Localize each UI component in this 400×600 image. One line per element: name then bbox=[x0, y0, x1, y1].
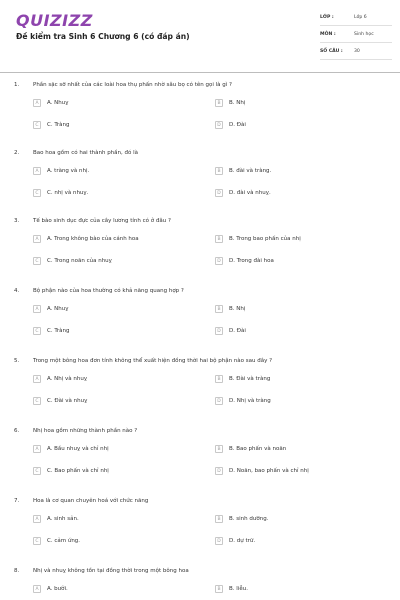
option-letter-box: A bbox=[33, 585, 41, 593]
option-text: B. liễu. bbox=[229, 586, 248, 592]
answer-option-b[interactable] bbox=[215, 166, 271, 176]
option-letter-box: D bbox=[215, 467, 223, 475]
answer-option-d[interactable] bbox=[215, 188, 271, 198]
meta-row-count bbox=[320, 44, 392, 60]
answer-option-a[interactable] bbox=[33, 166, 89, 176]
option-letter-box: A bbox=[33, 445, 41, 453]
option-letter-box: C bbox=[33, 537, 41, 545]
option-letter-box: C bbox=[33, 257, 41, 265]
option-text: B. đài và tràng. bbox=[229, 168, 272, 174]
option-text: A. Nhuỵ bbox=[47, 306, 69, 312]
option-letter-box: B bbox=[215, 445, 223, 453]
answer-option-b[interactable] bbox=[215, 444, 286, 454]
question-number: 4. bbox=[14, 288, 20, 294]
question-number: 6. bbox=[14, 428, 20, 434]
answer-option-d[interactable] bbox=[215, 536, 255, 546]
option-letter-box: D bbox=[215, 537, 223, 545]
meta-row-subject bbox=[320, 27, 392, 43]
answer-option-a[interactable] bbox=[33, 234, 139, 244]
option-text: A. Nhị và nhuỵ bbox=[47, 376, 88, 382]
option-text: A. bưởi. bbox=[47, 586, 68, 592]
option-text: C. Tràng bbox=[47, 122, 70, 128]
option-letter-box: C bbox=[33, 467, 41, 475]
option-text: D. Noãn, bao phấn và chỉ nhị bbox=[229, 468, 309, 474]
meta-table bbox=[320, 10, 392, 60]
option-text: D. Nhị và tràng bbox=[229, 398, 271, 404]
option-text: D. Đài bbox=[229, 122, 246, 128]
answer-option-a[interactable] bbox=[33, 98, 69, 108]
option-text: A. sinh sản. bbox=[47, 516, 79, 522]
option-letter-box: D bbox=[215, 397, 223, 405]
option-text: C. nhị và nhuỵ. bbox=[47, 190, 89, 196]
document-header bbox=[0, 0, 400, 73]
answer-option-b[interactable] bbox=[215, 234, 301, 244]
meta-key: SỐ CÂU : bbox=[320, 49, 343, 54]
answer-option-c[interactable] bbox=[33, 326, 70, 336]
meta-value: 30 bbox=[354, 49, 360, 54]
option-letter-box: B bbox=[215, 375, 223, 383]
option-text: D. dự trữ. bbox=[229, 538, 256, 544]
option-text: C. cảm ứng. bbox=[47, 538, 81, 544]
option-text: A. Trong không bào của cánh hoa bbox=[47, 236, 139, 242]
answer-option-d[interactable] bbox=[215, 256, 274, 266]
option-letter-box: D bbox=[215, 257, 223, 265]
option-letter-box: A bbox=[33, 515, 41, 523]
option-text: B. Bao phấn và noãn bbox=[229, 446, 287, 452]
option-text: C. Đài và nhuỵ bbox=[47, 398, 88, 404]
option-text: C. Tràng bbox=[47, 328, 70, 334]
answer-option-d[interactable] bbox=[215, 396, 271, 406]
option-letter-box: C bbox=[33, 397, 41, 405]
question-number: 2. bbox=[14, 150, 20, 156]
option-letter-box: D bbox=[215, 327, 223, 335]
question-number: 8. bbox=[14, 568, 20, 574]
option-letter-box: B bbox=[215, 515, 223, 523]
quizizz-logo: QUIZIZZ bbox=[16, 11, 93, 30]
answer-option-a[interactable] bbox=[33, 514, 79, 524]
question-number: 1. bbox=[14, 82, 20, 88]
option-text: D. Đài bbox=[229, 328, 246, 334]
question-text: Nhị hoa gồm những thành phần nào ? bbox=[33, 428, 138, 434]
option-letter-box: A bbox=[33, 305, 41, 313]
option-letter-box: B bbox=[215, 167, 223, 175]
option-letter-box: A bbox=[33, 167, 41, 175]
answer-option-d[interactable] bbox=[215, 326, 246, 336]
option-text: A. tràng và nhị. bbox=[47, 168, 90, 174]
option-text: C. Trong noãn của nhuỵ bbox=[47, 258, 112, 264]
answer-option-a[interactable] bbox=[33, 444, 109, 454]
question-text: Phần sặc sỡ nhất của các loài hoa thụ phấn nhờ sâu bọ có tên gọi là gì ? bbox=[33, 82, 232, 88]
option-letter-box: A bbox=[33, 235, 41, 243]
meta-key: LỚP : bbox=[320, 15, 334, 20]
option-text: D. Trong đài hoa bbox=[229, 258, 274, 264]
option-text: D. đài và nhuỵ. bbox=[229, 190, 271, 196]
option-text: A. Bầu nhuỵ và chỉ nhị bbox=[47, 446, 109, 452]
option-letter-box: A bbox=[33, 99, 41, 107]
answer-option-a[interactable] bbox=[33, 584, 68, 594]
option-letter-box: A bbox=[33, 375, 41, 383]
option-letter-box: C bbox=[33, 121, 41, 129]
option-letter-box: C bbox=[33, 327, 41, 335]
answer-option-c[interactable] bbox=[33, 466, 109, 476]
option-text: B. Trong bao phấn của nhị bbox=[229, 236, 301, 242]
option-letter-box: B bbox=[215, 585, 223, 593]
meta-value: Lớp 6 bbox=[354, 15, 367, 20]
question-text: Trong một bông hoa đơn tính không thể xuất hiện đồng thời hai bộ phận nào sau đây ? bbox=[33, 358, 273, 364]
answer-option-b[interactable] bbox=[215, 304, 245, 314]
option-text: B. Đài và tràng bbox=[229, 376, 271, 382]
option-text: B. Nhị bbox=[229, 100, 246, 106]
option-letter-box: B bbox=[215, 99, 223, 107]
question-number: 5. bbox=[14, 358, 20, 364]
option-text: B. sinh dưỡng. bbox=[229, 516, 269, 522]
question-text: Nhị và nhuỵ không tồn tại đồng thời trong một bông hoa bbox=[33, 568, 189, 574]
answer-option-b[interactable] bbox=[215, 584, 248, 594]
document-title: Đề kiểm tra Sinh 6 Chương 6 (có đáp án) bbox=[16, 32, 190, 41]
answer-option-a[interactable] bbox=[33, 374, 87, 384]
answer-option-b[interactable] bbox=[215, 98, 245, 108]
question-number: 3. bbox=[14, 218, 20, 224]
question-text: Bộ phận nào của hoa thường có khả năng quang hợp ? bbox=[33, 288, 184, 294]
option-letter-box: B bbox=[215, 235, 223, 243]
option-text: B. Nhị bbox=[229, 306, 246, 312]
option-letter-box: C bbox=[33, 189, 41, 197]
question-text: Hoa là cơ quan chuyên hoá với chức năng bbox=[33, 498, 149, 504]
answer-option-b[interactable] bbox=[215, 514, 268, 524]
option-letter-box: B bbox=[215, 305, 223, 313]
option-letter-box: D bbox=[215, 121, 223, 129]
answer-option-c[interactable] bbox=[33, 396, 87, 406]
answer-option-c[interactable] bbox=[33, 536, 80, 546]
question-number: 7. bbox=[14, 498, 20, 504]
question-text: Tế bào sinh dục đực của cây lương tính có ở đâu ? bbox=[33, 218, 171, 224]
answer-option-d[interactable] bbox=[215, 120, 246, 130]
meta-key: MÔN : bbox=[320, 32, 336, 37]
answer-option-a[interactable] bbox=[33, 304, 69, 314]
answer-option-c[interactable] bbox=[33, 188, 88, 198]
answer-option-d[interactable] bbox=[215, 466, 309, 476]
meta-row-grade bbox=[320, 10, 392, 26]
meta-value: Sinh học bbox=[354, 32, 374, 37]
question-text: Bao hoa gồm có hai thành phần, đó là bbox=[33, 150, 139, 156]
answer-option-b[interactable] bbox=[215, 374, 270, 384]
option-text: C. Bao phấn và chỉ nhị bbox=[47, 468, 109, 474]
answer-option-c[interactable] bbox=[33, 256, 112, 266]
option-letter-box: D bbox=[215, 189, 223, 197]
answer-option-c[interactable] bbox=[33, 120, 70, 130]
option-text: A. Nhuỵ bbox=[47, 100, 69, 106]
